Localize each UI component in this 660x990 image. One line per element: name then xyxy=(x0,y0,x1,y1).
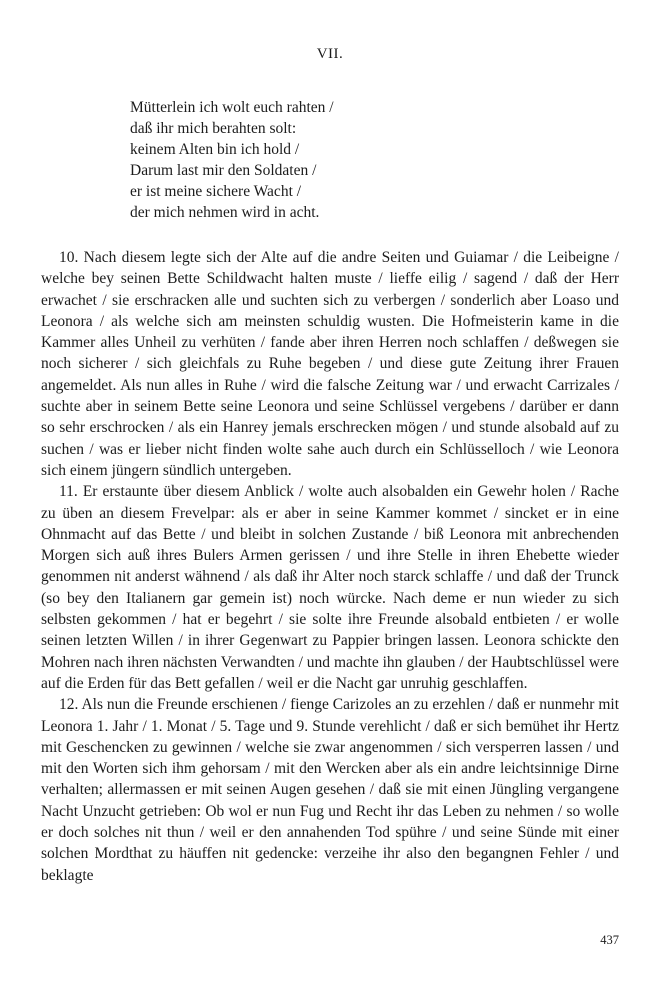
poem-line: Darum last mir den Soldaten / xyxy=(130,162,317,179)
poem-line: er ist meine sichere Wacht / xyxy=(130,183,302,200)
poem-line: der mich nehmen wird in acht. xyxy=(130,204,320,221)
paragraph-11: 11. Er erstaunte über diesem Anblick / wolte auch alsobalden ein Gewehr holen / Rache zu üben an diesem Frevelpar: als er aber in seine Kammer kommet / sincket er in eine Ohnmacht auf das Bette / und bleibt in solchen Zustande / biß Leonora mit anbrechenden Morgen sich auß ihres Bulers Armen gerissen / und ihre Stelle in ihren Ehebette wieder genommen nit anderst wähnend / als daß ihr Alter noch starck schlaffe / und daß der Trunck (so bey den Italianern gar gemein ist) noch würcke. Nach deme er nun wieder zu sich selbsten gekommen / hat er begehrt / sie solte ihre Freunde alsobald entbieten / er wolle seinen letzten Willen / in ihrer Gegenwart zu Pappier bringen lassen. Leonora schickte den Mohren nach ihren nächsten Verwandten / und machte ihn glauben / der Haubtschlüssel were auf die Erden für das Bett gefallen / weil er die Nacht gar unruhig geschlaffen. xyxy=(41,483,619,692)
paragraph-12: 12. Als nun die Freunde erschienen / fienge Carizoles an zu erzehlen / daß er nunmehr mit Leonora 1. Jahr / 1. Monat / 5. Tage und 9. Stunde verehlicht / daß er sich bemühet ihr Hertz mit Geschencken zu gewinnen / welche sie zwar angenommen / sich versperren lassen / und mit den Worten sich ihm gehorsam / mit den Wercken aber als ein andre leichtsinnige Dirne verhalten; allermassen er mit seinen Augen gesehen / daß sie mit einen Jüngling vergangene Nacht Unzucht getrieben: Ob wol er nun Fug und Recht ihr das Leben zu nehmen / so wolle er doch solches nit thun / weil er den annahenden Tod spühre / und seine Sünde mit einer solchen Mordthat zu häuffen nit gedencke: verzeihe ihr also den begangnen Fehler / und beklagte xyxy=(41,696,619,884)
poem-line: keinem Alten bin ich hold / xyxy=(130,141,300,158)
poem xyxy=(130,97,619,223)
section-heading: VII. xyxy=(316,46,344,62)
page-number: 437 xyxy=(600,933,619,947)
poem-line: daß ihr mich berahten solt: xyxy=(130,120,297,137)
body-text xyxy=(41,247,619,886)
paragraph-10: 10. Nach diesem legte sich der Alte auf die andre Seiten und Guiamar / die Leibeigne / welche bey seinen Bette Schildwacht halten muste / lieffe eilig / sagend / daß der Herr erwachet / sie erschracken alle und suchten sich zu verbergen / sonderlich aber Loaso und Leonora / als welche sich am meinsten schuldig wusten. Die Hofmeisterin kame in die Kammer alles Unheil zu verhüten / fande aber ihren Herren noch schlaffen / deßwegen sie noch sicherer / sich gleichfals zu Ruhe begeben / und diese gute Zeitung ihrer Frauen angemeldet. Als nun alles in Ruhe / wird die falsche Zeitung war / und erwacht Carrizales / suchte aber in seinem Bette seine Leonora und seine Schlüssel vergebens / darüber er dann so sehr erschrocken / als ein Hanrey jemals erschrecken mögen / und stunde alsobald auf zu suchen / was er lieber nicht finden wolte sahe auch durch ein Schlüsselloch / wie Leonora sich einem jüngern sündlich untergeben. xyxy=(41,249,619,479)
poem-line: Mütterlein ich wolt euch rahten / xyxy=(130,99,334,116)
